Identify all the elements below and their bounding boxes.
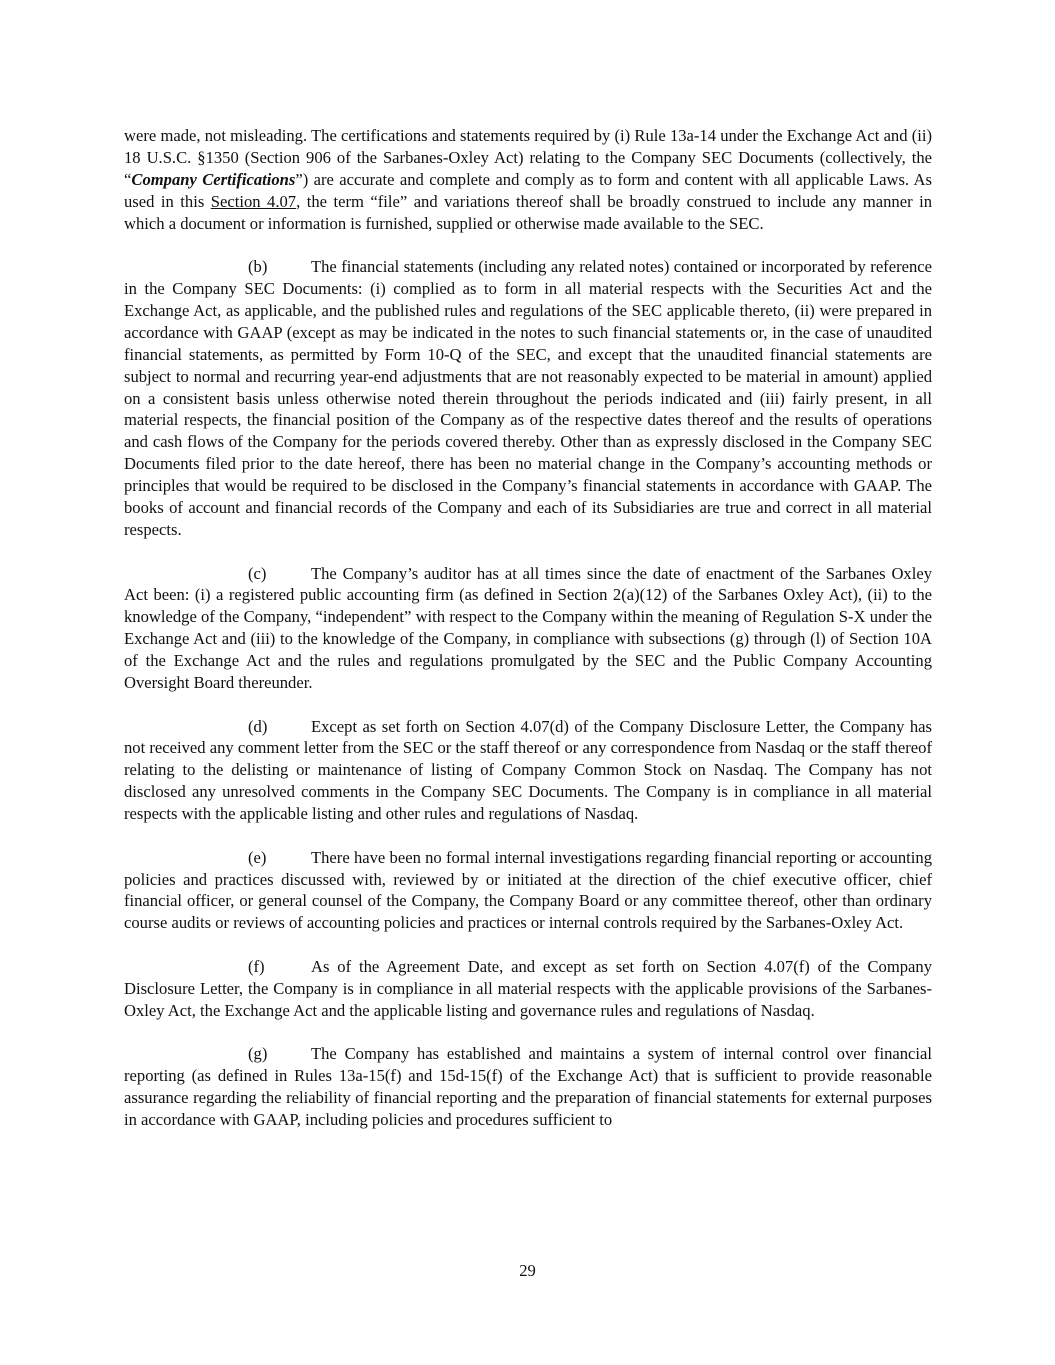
intro-text-3: , the term “file” and variations thereof shall be broadly construed to include any manner in which a document or information is furnished, supplied or otherwise made available to the SEC. <box>124 191 932 233</box>
paragraph-label: (g) <box>248 1044 268 1064</box>
document-page <box>124 125 932 1152</box>
page-number: 29 <box>519 1261 536 1280</box>
paragraph-label: (c) <box>248 563 267 583</box>
paragraph-text: The Company’s auditor has at all times since the date of enactment of the Sarbanes Oxley Act been: (i) a registered public accounting firm (as defined in Section 2(a)(12) of the Sarbanes Oxley Act), (ii) to the knowledge of the Company, “independent” with respect to the Company within the meaning of Regulation S-X under the Exchange Act and (iii) to the knowledge of the Company, in compliance with subsections (g) through (l) of Section 10A of the Exchange Act and the rules and regulations promulgated by the SEC and the Public Company Accounting Oversight Board thereunder. <box>124 563 932 693</box>
paragraph-label: (e) <box>248 847 267 867</box>
paragraph-text: The financial statements (including any related notes) contained or incorporated by reference in the Company SEC Documents: (i) complied as to form in all material respects with the Securities Act and the Exchange Act, as applicable, and the published rules and regulations of the SEC applicable thereto, (ii) were prepared in accordance with GAAP (except as may be indicated in the notes to such financial statements or, in the case of unaudited financial statements, as permitted by Form 10-Q of the SEC, and except that the unaudited financial statements are subject to normal and recurring year-end adjustments that are not reasonably expected to be material in amount) applied on a consistent basis unless otherwise noted therein throughout the periods indicated and (iii) fairly present, in all material respects, the financial position of the Company as of the respective dates thereof and the results of operations and cash flows of the Company for the periods covered thereby. Other than as expressly disclosed in the Company SEC Documents filed prior to the date hereof, there has been no material change in the Company’s accounting methods or principles that would be required to be disclosed in the Company’s financial statements in accordance with GAAP. The books of account and financial records of the Company and each of its Subsidiaries are true and correct in all material respects. <box>124 257 932 539</box>
paragraph-f <box>124 956 932 1022</box>
paragraph-text: The Company has established and maintains a system of internal control over financial reporting (as defined in Rules 13a-15(f) and 15d-15(f) of the Exchange Act) that is sufficient to provide reasonable assurance regarding the reliability of financial reporting and the preparation of financial statements for external purposes in accordance with GAAP, including policies and procedures sufficient to <box>124 1044 932 1129</box>
paragraph-e <box>124 847 932 935</box>
defined-term-company-certifications: Company Certifications <box>131 169 296 189</box>
intro-text-2: ”) are accurate and complete and comply as to form and content with all applicable Laws. As used in this <box>124 169 932 211</box>
section-reference-link[interactable]: Section 4.07 <box>210 191 297 211</box>
paragraph-d <box>124 716 932 826</box>
paragraph-label: (f) <box>248 956 265 976</box>
paragraph-label: (b) <box>248 257 268 277</box>
paragraph-intro <box>124 125 932 235</box>
paragraph-text: There have been no formal internal investigations regarding financial reporting or accounting policies and practices discussed with, reviewed by or initiated at the direction of the chief executive officer, chief financial officer, or general counsel of the Company, the Company Board or any committee thereof, other than ordinary course audits or reviews of accounting policies and practices or internal controls required by the Sarbanes-Oxley Act. <box>124 847 932 933</box>
paragraph-text: As of the Agreement Date, and except as set forth on Section 4.07(f) of the Company Disclosure Letter, the Company is in compliance in all material respects with the applicable provisions of the Sarbanes-Oxley Act, the Exchange Act and the applicable listing and governance rules and regulations of Nasdaq. <box>124 956 932 1020</box>
paragraph-text: Except as set forth on Section 4.07(d) of the Company Disclosure Letter, the Company has not received any comment letter from the SEC or the staff thereof or any correspondence from Nasdaq or the staff thereof relating to the delisting or maintenance of listing of Company Common Stock on Nasdaq. The Company has not disclosed any unresolved comments in the Company SEC Documents. The Company is in compliance in all material respects with the applicable listing and other rules and regulations of Nasdaq. <box>124 716 932 824</box>
paragraph-c <box>124 563 932 694</box>
paragraph-label: (d) <box>248 716 268 736</box>
paragraph-g <box>124 1043 932 1131</box>
paragraph-b <box>124 256 932 541</box>
intro-text-1: were made, not misleading. The certifications and statements required by (i) Rule 13a-14 under the Exchange Act and (ii) 18 U.S.C. §1350 (Section 906 of the Sarbanes-Oxley Act) relating to the Company SEC Documents (collectively, the “ <box>124 126 932 189</box>
